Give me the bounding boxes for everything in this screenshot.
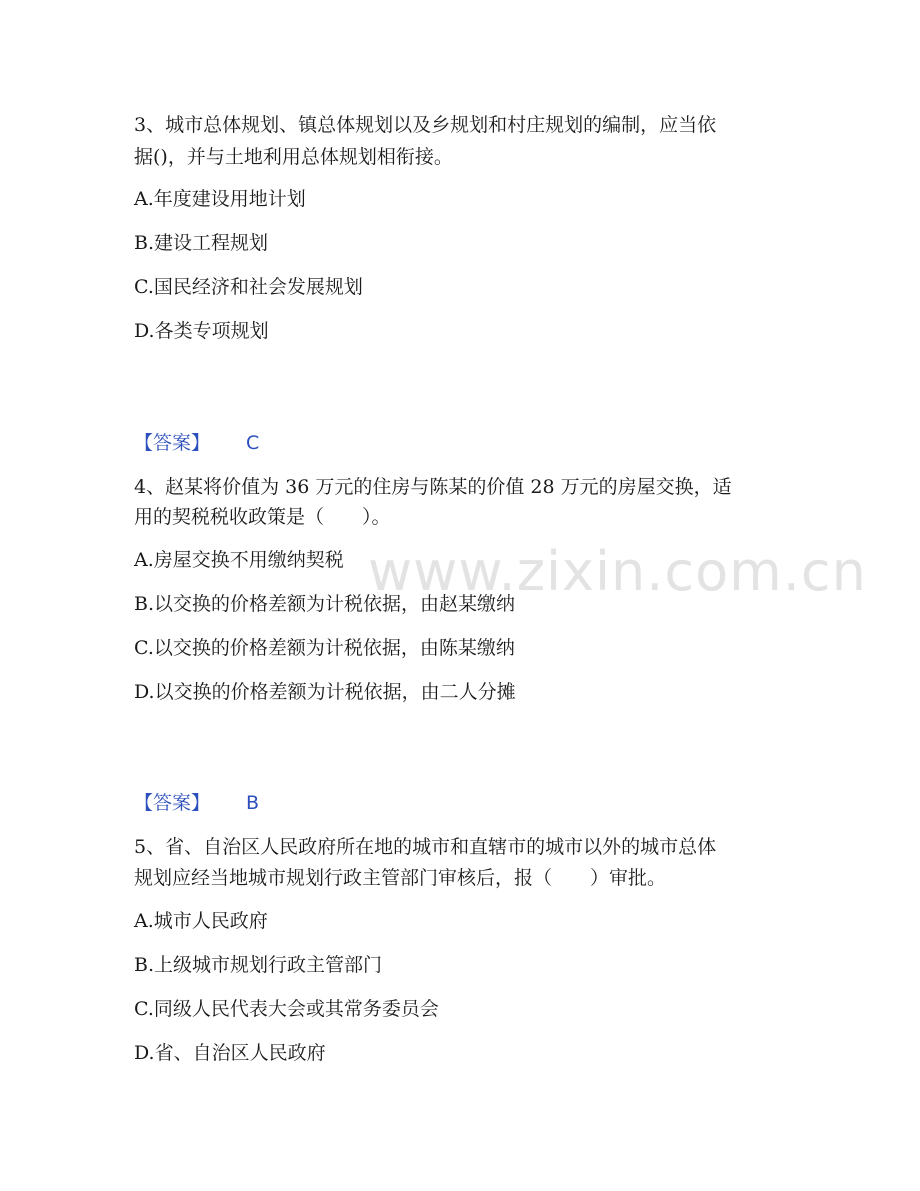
- question-4-stem-line-1: 4、赵某将价值为 36 万元的住房与陈某的价值 28 万元的房屋交换，适: [134, 476, 732, 498]
- question-3-stem-line-1: 3、城市总体规划、镇总体规划以及乡规划和村庄规划的编制，应当依: [134, 114, 717, 136]
- answer-value: C: [246, 432, 260, 454]
- question-5-option-b: B.上级城市规划行政主管部门: [134, 954, 383, 976]
- question-5-option-a: A.城市人民政府: [134, 910, 268, 932]
- question-4-answer: [134, 791, 259, 815]
- question-3-option-b: B.建设工程规划: [134, 232, 269, 254]
- question-5-option-c: C.同级人民代表大会或其常务委员会: [134, 998, 439, 1020]
- answer-value: B: [246, 792, 260, 814]
- question-3-option-a: A.年度建设用地计划: [134, 188, 306, 210]
- question-5-stem-line-2: 规划应经当地城市规划行政主管部门审核后，报（ ）审批。: [134, 867, 667, 889]
- question-5-option-d: D.省、自治区人民政府: [134, 1042, 326, 1064]
- question-4-stem-line-2: 用的契税税收政策是（ ）。: [134, 506, 391, 528]
- answer-label: 【答案】: [134, 432, 211, 454]
- question-4-option-d: D.以交换的价格差额为计税依据，由二人分摊: [134, 681, 516, 703]
- question-4-option-b: B.以交换的价格差额为计税依据，由赵某缴纳: [134, 593, 516, 615]
- answer-label: 【答案】: [134, 792, 211, 814]
- question-3-stem-line-2: 据()，并与土地利用总体规划相衔接。: [134, 146, 453, 168]
- question-3-option-c: C.国民经济和社会发展规划: [134, 276, 363, 298]
- question-4-option-c: C.以交换的价格差额为计税依据，由陈某缴纳: [134, 637, 515, 659]
- question-3-answer: [134, 431, 259, 455]
- question-3-option-d: D.各类专项规划: [134, 320, 269, 342]
- question-4-option-a: A.房屋交换不用缴纳契税: [134, 549, 344, 571]
- question-5-stem-line-1: 5、省、自治区人民政府所在地的城市和直辖市的城市以外的城市总体: [134, 836, 717, 858]
- watermark: www.zixin.com.cn: [368, 540, 867, 603]
